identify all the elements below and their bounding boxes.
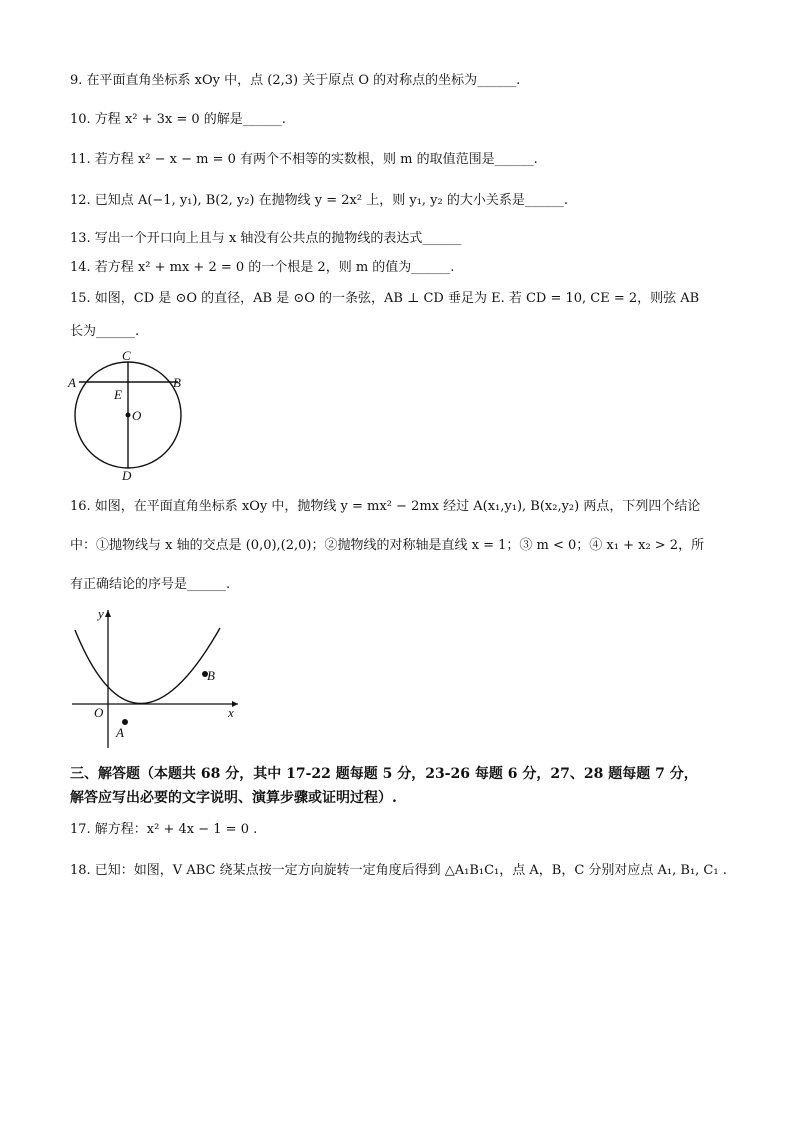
- question-15-line-2: 长为______.: [70, 324, 140, 339]
- label-y: y: [98, 606, 104, 621]
- question-11: 11. 若方程 x² − x − m = 0 有两个不相等的实数根，则 m 的取值范围是______.: [70, 152, 538, 167]
- label-origin: O: [94, 705, 104, 720]
- label-o: O: [132, 408, 142, 423]
- label-x: x: [228, 705, 234, 720]
- question-13: 13. 写出一个开口向上且与 x 轴没有公共点的抛物线的表达式______: [70, 231, 462, 246]
- label-c: C: [122, 348, 131, 363]
- section-3-heading-line-2: 解答应写出必要的文字说明、演算步骤或证明过程）.: [70, 790, 397, 806]
- question-9: 9. 在平面直角坐标系 xOy 中，点 (2,3) 关于原点 O 的对称点的坐标为______.: [70, 73, 521, 88]
- question-14: 14. 若方程 x² + mx + 2 = 0 的一个根是 2，则 m 的值为______.: [70, 260, 455, 275]
- question-16-line-1: 16. 如图，在平面直角坐标系 xOy 中，抛物线 y = mx² − 2mx 经过 A(x₁,y₁), B(x₂,y₂) 两点，下列四个结论: [70, 499, 701, 514]
- question-17: 17. 解方程：x² + 4x − 1 = 0 .: [70, 822, 258, 837]
- question-16-line-2: 中：①抛物线与 x 轴的交点是 (0,0),(2,0)；②抛物线的对称轴是直线 x = 1；③ m < 0；④ x₁ + x₂ > 2，所: [70, 538, 705, 553]
- question-12: 12. 已知点 A(−1, y₁), B(2, y₂) 在抛物线 y = 2x² 上，则 y₁, y₂ 的大小关系是______.: [70, 193, 568, 208]
- question-10: 10. 方程 x² + 3x = 0 的解是______.: [70, 112, 286, 127]
- question-16-line-3: 有正确结论的序号是______.: [70, 577, 231, 592]
- center-point: [126, 413, 131, 418]
- question-15-line-1: 15. 如图，CD 是 ⊙O 的直径，AB 是 ⊙O 的一条弦，AB ⊥ CD 垂足为 E. 若 CD = 10, CE = 2，则弦 AB: [70, 291, 700, 306]
- label-a: A: [68, 375, 76, 390]
- parabola-figure: [60, 600, 250, 752]
- label-d: D: [122, 468, 132, 483]
- section-3-heading-line-1: 三、解答题（本题共 68 分，其中 17-22 题每题 5 分，23-26 每题 6 分，27、28 题每题 7 分，: [70, 766, 698, 782]
- label-b: B: [173, 375, 181, 390]
- label-a: A: [116, 725, 124, 740]
- parabola-curve: [75, 628, 220, 704]
- label-e: E: [114, 387, 122, 402]
- y-axis-arrow: [105, 610, 111, 617]
- question-18: 18. 已知：如图，V ABC 绕某点按一定方向旋转一定角度后得到 △A₁B₁C₁，点 A，B，C 分别对应点 A₁, B₁, C₁ .: [70, 863, 727, 878]
- label-b: B: [207, 668, 215, 683]
- circle-figure: [60, 345, 210, 485]
